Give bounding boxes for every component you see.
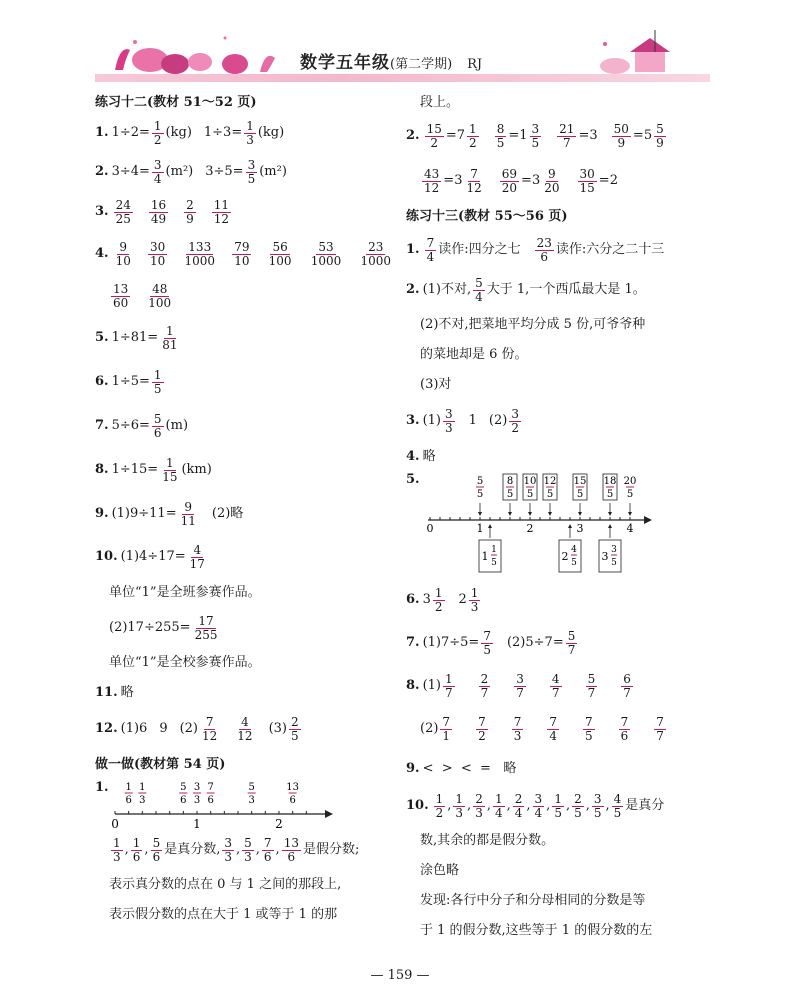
fraction: $\frac{1}{2}$ (153, 118, 162, 147)
nl2-label-0: 0 (426, 522, 434, 535)
r-q8-a: 8. (1) $\frac{1}{7}$ $\frac{2}{7}$ $\frac{3}{7}$ $\frac{4}{7}$ $\frac{5}{7}$ $\frac{6}{7}$ (406, 671, 631, 700)
q10-t2: 单位“1”是全校参赛作品。 (109, 655, 261, 671)
nl2-mixed-whole: 2 (561, 550, 569, 563)
r-q10: 10. $\frac{1}{2}$ , $\frac{1}{3}$ , $\frac{2}{3}$ , $\frac{1}{4}$ , $\frac{2}{4}$ , $\frac{3}{4}$ , $\frac{1}{5}$ , $\frac{2}{5}$ , $\frac{3}{5}$ , $\frac{4}{5}$ 是真分 (406, 791, 665, 820)
r-q6: 6. 3 $\frac{1}{2}$ 2 $\frac{1}{3}$ (406, 585, 479, 614)
q12: 12. (1)6 9 (2) $\frac{7}{12}$ $\frac{4}{12}$ (3) $\frac{2}{5}$ (95, 714, 299, 743)
header-title: 数学五年级(第二学期) RJ (300, 53, 483, 73)
nl-frac-num: 1 (139, 782, 146, 793)
nl2-top-den: 5 (526, 489, 534, 500)
nl2-top-num: 15 (573, 476, 587, 487)
nl2-top-den: 5 (546, 489, 554, 500)
nl2-label-3: 3 (576, 522, 584, 535)
nl2-mixed-num: 4 (571, 545, 577, 555)
nl-frac-num: 7 (207, 782, 214, 793)
fraction: $\frac{3}{5}$ (247, 157, 256, 186)
r-q10-t4: 于 1 的假分数,这些等于 1 的假分数的左 (420, 923, 653, 939)
nl2-top-num: 5 (476, 476, 484, 487)
nl2-top-den: 5 (476, 489, 484, 500)
r-q9: 9. < > < = 略 (406, 761, 517, 777)
q10-t1: 单位“1”是全班参赛作品。 (109, 585, 261, 601)
r-q2-row1: 2. $\frac{15}{2}$ = 7 $\frac{1}{2}$ $\frac{8}{5}$ = 1 $\frac{3}{5}$ $\frac{21}{7}$ = 3 $\frac{50}{9}$ = 5 $\frac{5}{9}$ (406, 121, 664, 150)
r-q7: 7. (1)7÷5= $\frac{7}{5}$ (2)5÷7= $\frac{5}{7}$ (406, 628, 576, 657)
nl2-mixed-whole: 1 (481, 550, 489, 563)
nl2-arrowhead (628, 512, 632, 516)
nl-frac-den: 3 (139, 795, 146, 806)
q10-a: 10. (1)4÷17= $\frac{4}{17}$ (95, 542, 205, 571)
number-line-2 (424, 472, 654, 580)
nl2-mixed-num: 3 (611, 545, 617, 555)
nl-frac-num: 5 (248, 782, 255, 793)
nl2-arrowhead (528, 512, 532, 516)
r-q2b-b1: (2)不对,把菜地平均分成 5 份,可爷爷种 (420, 317, 646, 333)
nl2-mixed-whole: 3 (601, 550, 609, 563)
q8: 8. 1÷15= $\frac{1}{15}$ (km) (95, 455, 212, 484)
r-q1: 1. $\frac{7}{4}$ 读作:四分之七 $\frac{23}{6}$ 读作:六分之二十三 (406, 235, 665, 264)
dy-t1: 表示真分数的点在 0 与 1 之间的那段上, (109, 877, 342, 893)
nl-frac-num: 3 (193, 782, 201, 793)
r-q4: 4. 略 (406, 449, 436, 465)
section-title-zuoyizuo: 做一做(教材第 54 页) (95, 757, 226, 773)
r-q2b-b2: 的菜地却是 6 份。 (420, 347, 528, 363)
r-q2-row2: $\frac{43}{12}$ = 3 $\frac{7}{12}$ $\frac{69}{20}$ = 3 $\frac{9}{20}$ $\frac{30}{15}$ = 2 (424, 166, 618, 195)
nl2-top-den: 5 (626, 489, 634, 500)
q3: 3. $\frac{24}{25}$ $\frac{16}{49}$ $\frac{2}{9}$ $\frac{11}{12}$ (95, 197, 230, 226)
r-q10-t3: 发现:各行中分子和分母相同的分数是等 (420, 893, 646, 909)
nl2-top-num: 12 (543, 476, 557, 487)
r-q10-t2: 涂色略 (420, 863, 460, 879)
number-line-1 (113, 780, 333, 830)
nl-frac-den: 6 (207, 795, 214, 806)
header-band (95, 74, 710, 82)
r-q8-b: (2) $\frac{7}{1}$ $\frac{7}{2}$ $\frac{7}{3}$ $\frac{7}{4}$ $\frac{7}{5}$ $\frac{7}{6}$ $\frac{7}{7}$ (420, 714, 664, 743)
q4-row1: 4. $\frac{9}{10}$ $\frac{30}{10}$ $\frac{133}{1000}$ $\frac{79}{10}$ $\frac{56}{100}$ $\frac{53}{1000}$ $\frac{23}{1000}$ (95, 239, 391, 268)
nl2-top-num: 18 (603, 476, 617, 487)
nl-label-1: 1 (193, 817, 201, 831)
q2: 2. 3÷4= $\frac{3}{4}$ (m²) 3÷5= $\frac{3}{5}$ (m²) (95, 157, 287, 186)
nl2-top-num: 10 (523, 476, 537, 487)
nl2-arrowhead (548, 512, 552, 516)
r-q10-t1: 数,其余的都是假分数。 (420, 833, 555, 849)
cont-text: 段上。 (420, 95, 460, 111)
page-header (95, 30, 710, 82)
nl2-mixed-den: 5 (571, 558, 577, 568)
section-title-13: 练习十三(教材 55～56 页) (406, 209, 568, 225)
q5: 5. 1÷81= $\frac{1}{81}$ (95, 323, 178, 352)
nl-frac-den: 3 (193, 795, 201, 806)
nl2-mixed-num: 1 (491, 545, 497, 555)
nl2-arrowhead (608, 512, 612, 516)
nl2-top-num: 8 (506, 476, 514, 487)
fraction: $\frac{1}{3}$ (246, 118, 254, 147)
nl2-label-2: 2 (526, 522, 534, 535)
nl-frac-num: 1 (125, 782, 132, 793)
nl2-arrowhead (578, 512, 582, 516)
q1: 1. 1÷2= $\frac{1}{2}$ (kg) 1÷3= $\frac{1}{3}$ (kg) (95, 118, 285, 147)
q4-row2: $\frac{13}{60}$ $\frac{48}{100}$ (113, 281, 172, 310)
right-column (406, 92, 711, 946)
fraction: $\frac{3}{4}$ (153, 157, 162, 186)
nl-frac-num: 5 (180, 782, 187, 793)
nl2-arrowhead (478, 512, 482, 516)
dy-classify: $\frac{1}{3}$ , $\frac{1}{6}$ , $\frac{5}{6}$ 是真分数, $\frac{3}{3}$ , $\frac{5}{3}$ , $\frac{7}{6}$ , $\frac{13}{6}$ 是假分数; (113, 835, 360, 864)
r-q2b-c: (3)对 (420, 377, 452, 393)
nl2-arrowhead (508, 512, 512, 516)
q11: 11. 略 (95, 685, 134, 701)
nl-frac-den: 3 (248, 795, 255, 806)
r-q3: 3. (1) $\frac{3}{3}$ 1 (2) $\frac{3}{2}$ (406, 406, 519, 435)
r-q2b-a: 2. (1)不对, $\frac{5}{4}$ 大于 1,一个西瓜最大是 1。 (406, 275, 646, 304)
q10-b: (2)17÷255= $\frac{17}{255}$ (109, 613, 218, 642)
nl2-top-num: 20 (623, 476, 637, 487)
page-number: — 159 — (370, 968, 430, 983)
nl2-mixed-den: 5 (491, 558, 497, 568)
nl-frac-den: 6 (180, 795, 187, 806)
nl-frac-den: 6 (125, 795, 132, 806)
nl-frac-num: 13 (286, 782, 300, 793)
nl2-mixed-den: 5 (611, 558, 617, 568)
nl-frac-den: 6 (289, 795, 296, 806)
nl2-top-den: 5 (576, 489, 584, 500)
nl-label-2: 2 (275, 817, 283, 831)
nl-label-0: 0 (111, 817, 119, 831)
nl2-top-den: 5 (506, 489, 514, 500)
q7: 7. 5÷6= $\frac{5}{6}$ (m) (95, 411, 189, 440)
nl2-label-1: 1 (476, 522, 484, 535)
left-column (95, 92, 395, 930)
nl2-top-den: 5 (606, 489, 614, 500)
nl2-label-4: 4 (626, 522, 634, 535)
q6: 6. 1÷5= $\frac{1}{5}$ (95, 367, 162, 396)
dy-t2: 表示假分数的点在大于 1 或等于 1 的那 (109, 907, 338, 923)
r-q5-block: 5. 5 5 8 5 10 5 12 5 15 5 18 5 20 5 1 1 5 2 4 5 3 3 5 0 1 2 3 4 (406, 472, 711, 580)
dy-numberline-block: 1. 1 6 1 3 5 6 3 3 7 6 5 3 13 6 0 1 2 (95, 780, 395, 830)
q9: 9. (1)9÷11= $\frac{9}{11}$ (2)略 (95, 499, 244, 528)
section-title-12: 练习十二(教材 51～52 页) (95, 95, 257, 111)
